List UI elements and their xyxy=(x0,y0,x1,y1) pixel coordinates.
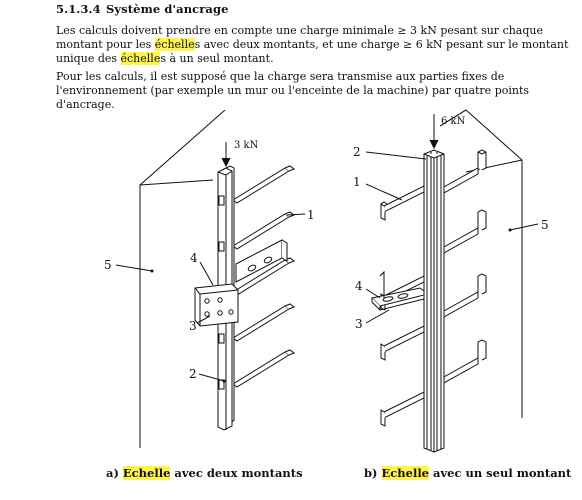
figure-a-load-label: 3 kN xyxy=(234,140,259,151)
figure-a-wall xyxy=(140,110,225,448)
figure-a-label-rung: 1 xyxy=(307,208,315,222)
highlight-echelle-1: échelle xyxy=(154,38,195,51)
figure-a-drawing xyxy=(116,110,305,448)
figure-b-label-upright: 2 xyxy=(353,145,361,159)
figure-b-rungs-left xyxy=(381,186,424,426)
figure-a-caption xyxy=(106,466,303,480)
figure-b-caption xyxy=(364,466,571,480)
figure-a-label-bracket: 3 xyxy=(189,319,197,333)
figure-a-load-arrow xyxy=(222,142,230,166)
figure-b-label-rung: 1 xyxy=(353,175,361,189)
figure-a-caption-highlight: Echelle xyxy=(122,466,171,480)
figure-b-upright xyxy=(424,150,444,452)
figure-b-caption-highlight: Echelle xyxy=(381,466,429,480)
figure-b-label-wall: 5 xyxy=(541,218,549,232)
figure-b-caption-prefix: b) xyxy=(364,466,382,480)
figure-b-label-bracket: 3 xyxy=(355,317,363,331)
figure-a-caption-rest: avec deux montants xyxy=(170,466,303,480)
figure-b-load-label: 6 kN xyxy=(441,116,466,127)
figure-b-rungs-right xyxy=(442,150,486,384)
figure-b-load-arrow xyxy=(430,114,438,148)
highlight-echelle-2: échelle xyxy=(120,52,161,65)
figure-b-label-anchor: 4 xyxy=(355,279,363,293)
figure-b-drawing xyxy=(366,110,538,452)
section-number: 5.1.3.4 xyxy=(56,2,101,16)
figure-a-caption-prefix: a) xyxy=(106,466,123,480)
paragraph1-text-3: s à un seul montant. xyxy=(160,52,274,65)
paragraph-anchor-points: Pour les calculs, il est supposé que la charge sera transmise aux parties fixes de l'environnement (par exemple un mur ou l'enceinte de la machine) par quatre points d'ancrage. xyxy=(56,70,530,111)
figure-a-label-anchor: 4 xyxy=(190,251,198,265)
figure-b-caption-rest: avec un seul montant xyxy=(429,466,572,480)
figure-a-label-wall: 5 xyxy=(104,258,112,272)
paragraph1-text-1: Les calculs doivent prendre en compte une charge minimale ≥ 3 kN pesant sur chaque montant pour les xyxy=(56,24,544,51)
paragraph1-text-2: s avec deux montants, et une charge ≥ 6 kN pesant sur le montant unique des xyxy=(56,38,569,65)
figure-a-label-upright: 2 xyxy=(189,367,197,381)
section-title: Système d'ancrage xyxy=(106,2,229,16)
